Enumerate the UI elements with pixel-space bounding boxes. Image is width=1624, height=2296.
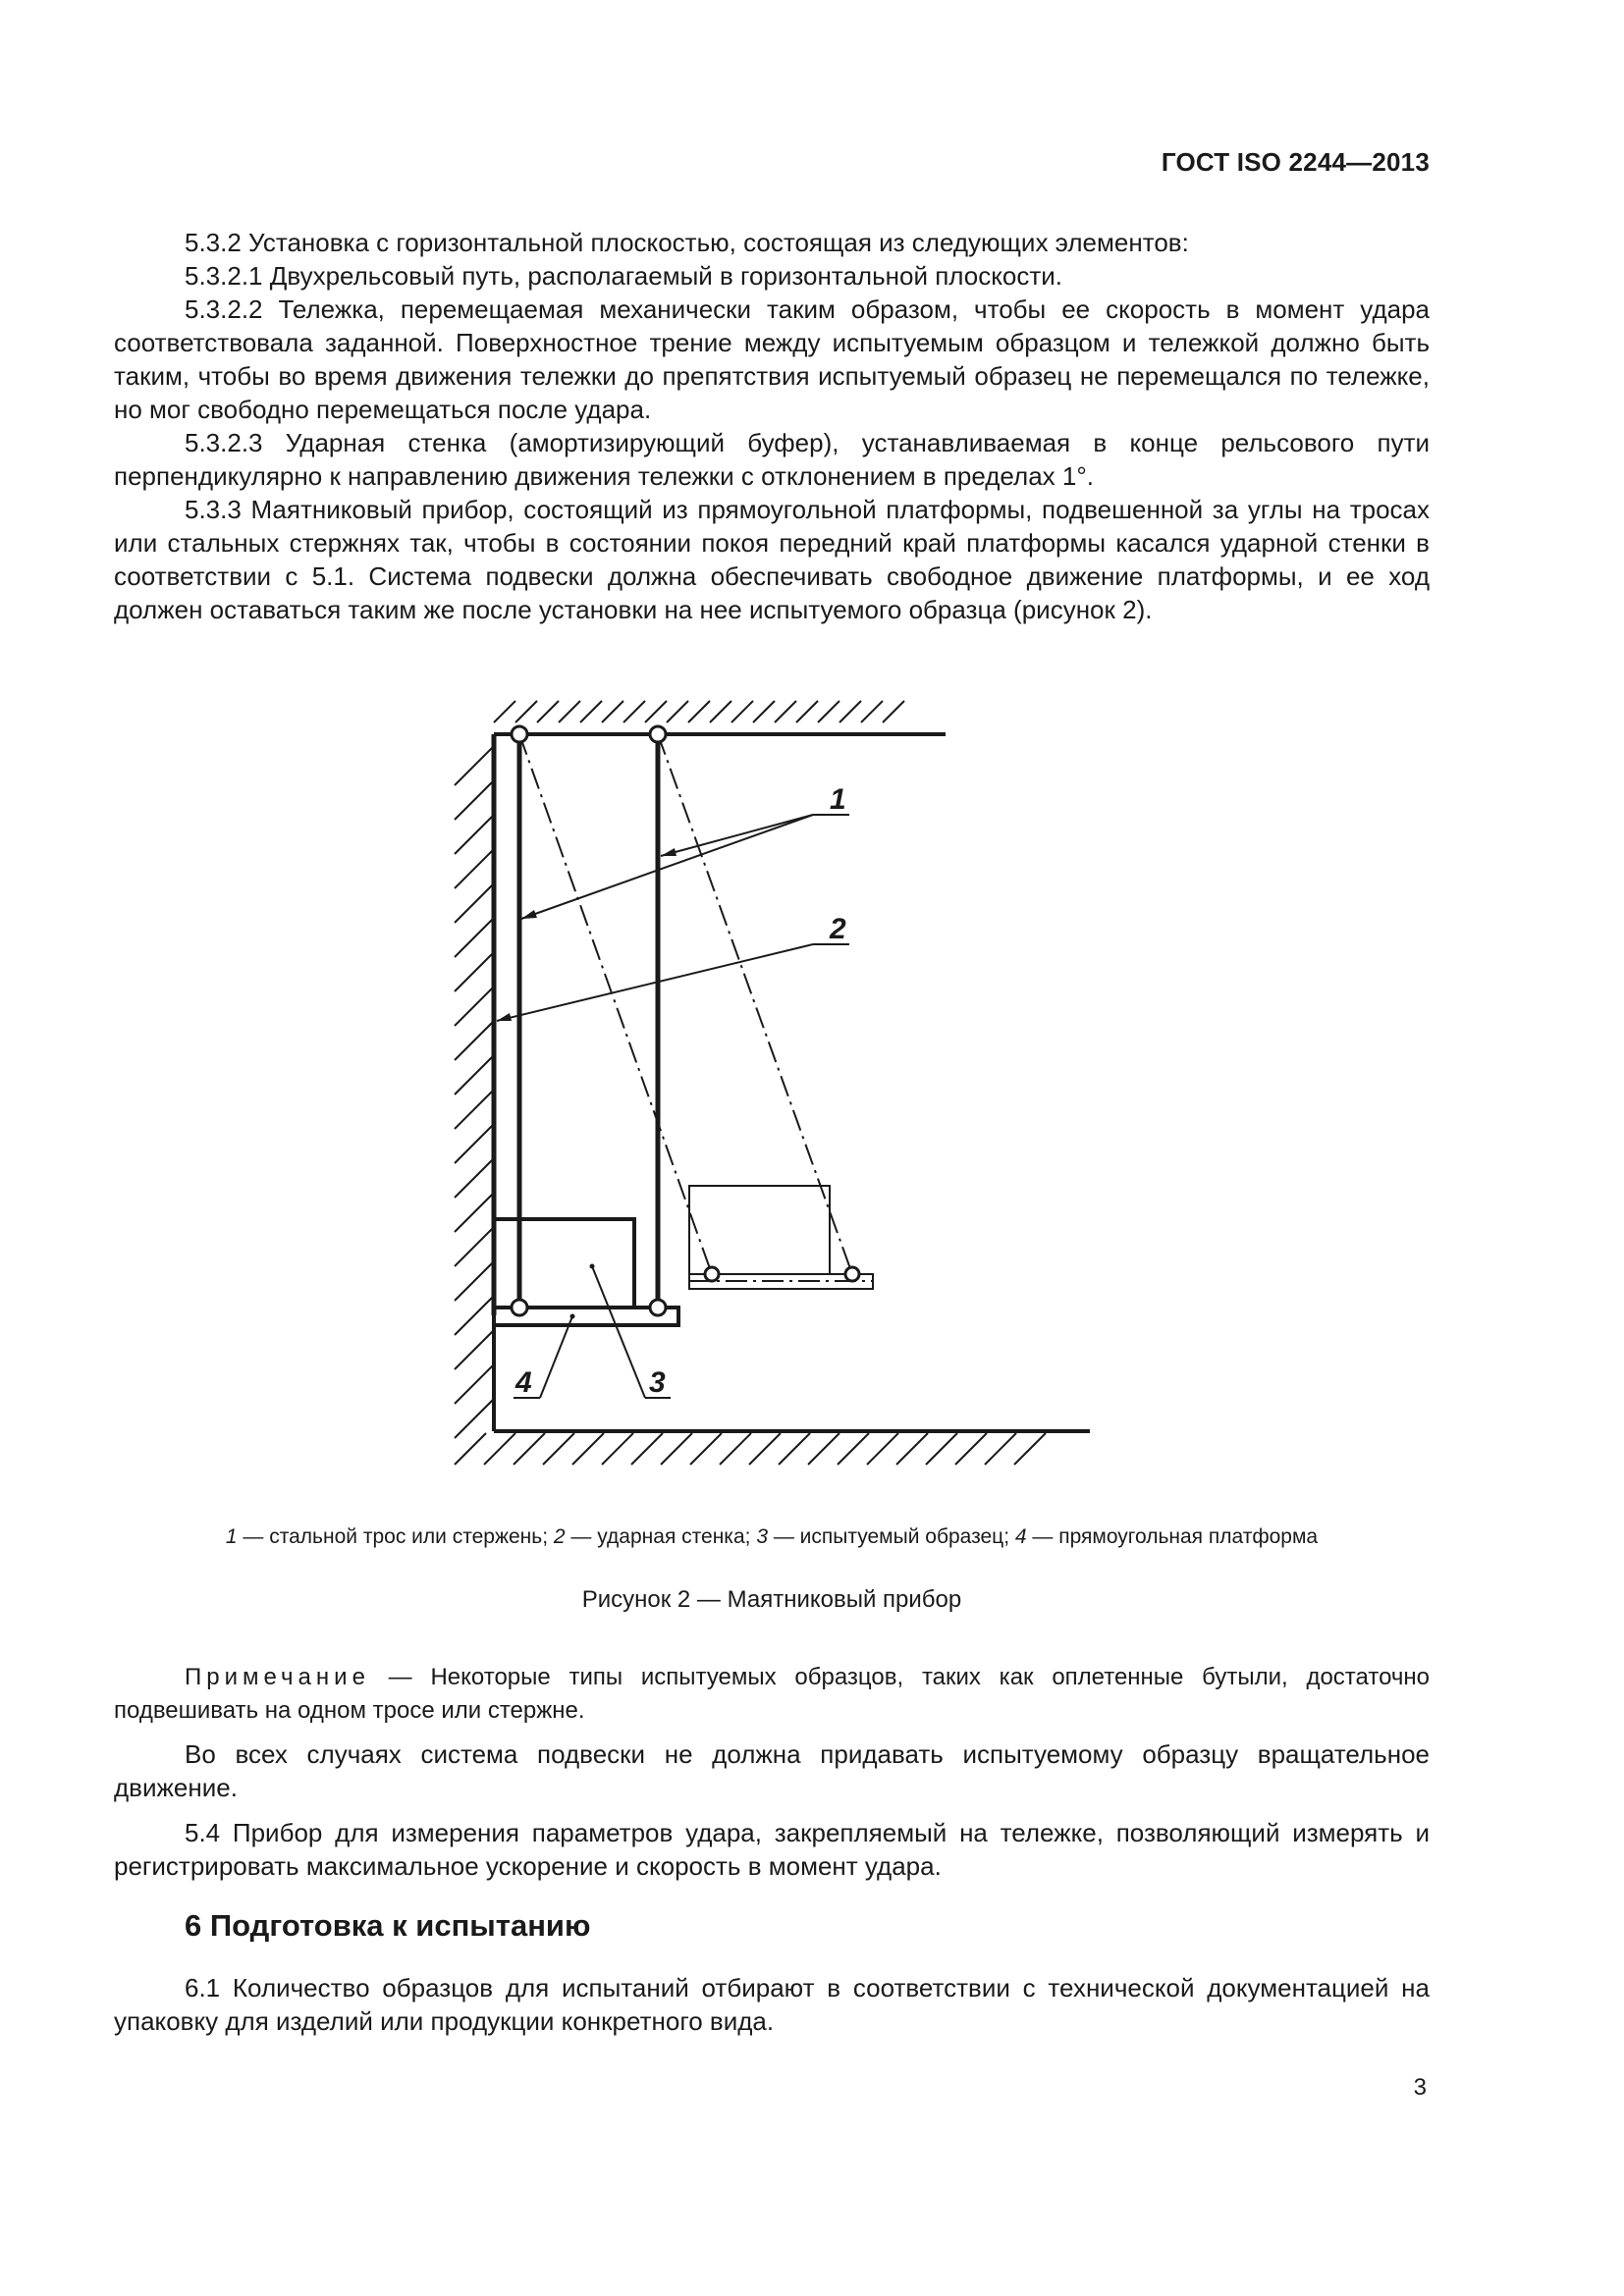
paragraph-5-4: 5.4 Прибор для измерения параметров удара, закрепляемый на тележке, позволяющий измерять и регистрировать максимальное ускорение и скорость в момент удара.	[114, 1818, 1430, 1881]
figure-pendulum-device	[447, 687, 1114, 1487]
legend-num-3: 3	[756, 1525, 768, 1548]
section-heading: 6 Подготовка к испытанию	[185, 1908, 591, 1943]
floor-hatching	[455, 1433, 1046, 1465]
leader-lines	[497, 815, 849, 1398]
legend-num-4: 4	[1014, 1525, 1027, 1548]
paragraph-6-1: 6.1 Количество образцов для испытаний отбирают в соответствии с технической документацией на упаковку для изделий или продукции конкретного вида.	[114, 1973, 1430, 2036]
legend-num-2: 2	[553, 1525, 566, 1548]
note	[114, 1661, 1430, 1728]
figure-legend	[0, 1525, 1543, 1549]
specimen-at-rest	[494, 1219, 634, 1308]
legend-text-1: — стальной трос или стержень;	[237, 1525, 554, 1548]
figure-label-1: 1	[830, 783, 846, 816]
text-block-bottom	[114, 1737, 1430, 1883]
pivot-points	[512, 726, 859, 1315]
figure-label-3: 3	[649, 1366, 666, 1399]
note-text: — Некоторые типы испытуемых образцов, таких как оплетенные бутыли, достаточно подвешивать на одном тросе или стержне.	[114, 1664, 1430, 1724]
note-label: Примечание	[185, 1664, 370, 1690]
paragraph-5-3-2-3: 5.3.2.3 Ударная стенка (амортизирующий буфер), устанавливаемая в конце рельсового пути перпендикулярно к направлению движения тележки с отклонением в пределах 1°.	[114, 428, 1430, 491]
figure-label-4: 4	[515, 1366, 532, 1399]
paragraph-5-3-3: 5.3.3 Маятниковый прибор, состоящий из прямоугольной платформы, подвешенной за углы на тросах или стальных стержнях так, чтобы в состоянии покоя передний край платформы касался ударной стенки в соответствии с 5.1. Система подвески должна обеспечивать свободное движение платформы, и ее ход должен оставаться таким же после установки на нее испытуемого образца (рисунок 2).	[114, 495, 1430, 624]
figure-label-2: 2	[830, 913, 846, 945]
paragraph-rotation: Во всех случаях система подвески не должна придавать испытуемому образцу вращательное движение.	[114, 1739, 1430, 1802]
legend-text-3: — испытуемый образец;	[768, 1525, 1015, 1548]
text-block-top	[114, 226, 1430, 626]
wall-hatching	[455, 746, 494, 1438]
legend-text-4: — прямоугольная платформа	[1026, 1525, 1319, 1548]
page-number: 3	[1413, 2074, 1427, 2101]
text-block-section	[114, 1971, 1430, 2038]
document-code: ГОСТ ISO 2244—2013	[1161, 147, 1430, 177]
legend-num-1: 1	[225, 1525, 238, 1548]
specimen-displaced	[689, 1186, 830, 1274]
ceiling-hatching	[494, 701, 904, 722]
figure-caption: Рисунок 2 — Маятниковый прибор	[581, 1586, 962, 1613]
paragraph-5-3-2-2: 5.3.2.2 Тележка, перемещаемая механически таким образом, чтобы ее скорость в момент удара соответствовала заданной. Поверхностное трение между испытуемым образцом и тележкой должно быть таким, чтобы во время движения тележки до препятствия испытуемый образец не перемещался по тележке, но мог свободно перемещаться после удара.	[114, 294, 1430, 424]
legend-text-2: — ударная стенка;	[565, 1525, 757, 1548]
pendulum-diagram	[447, 687, 1114, 1487]
paragraph-5-3-2-1: 5.3.2.1 Двухрельсовый путь, располагаемый в горизонтальной плоскости.	[185, 261, 1062, 291]
paragraph-5-3-2: 5.3.2 Установка с горизонтальной плоскостью, состоящая из следующих элементов:	[185, 228, 1189, 257]
